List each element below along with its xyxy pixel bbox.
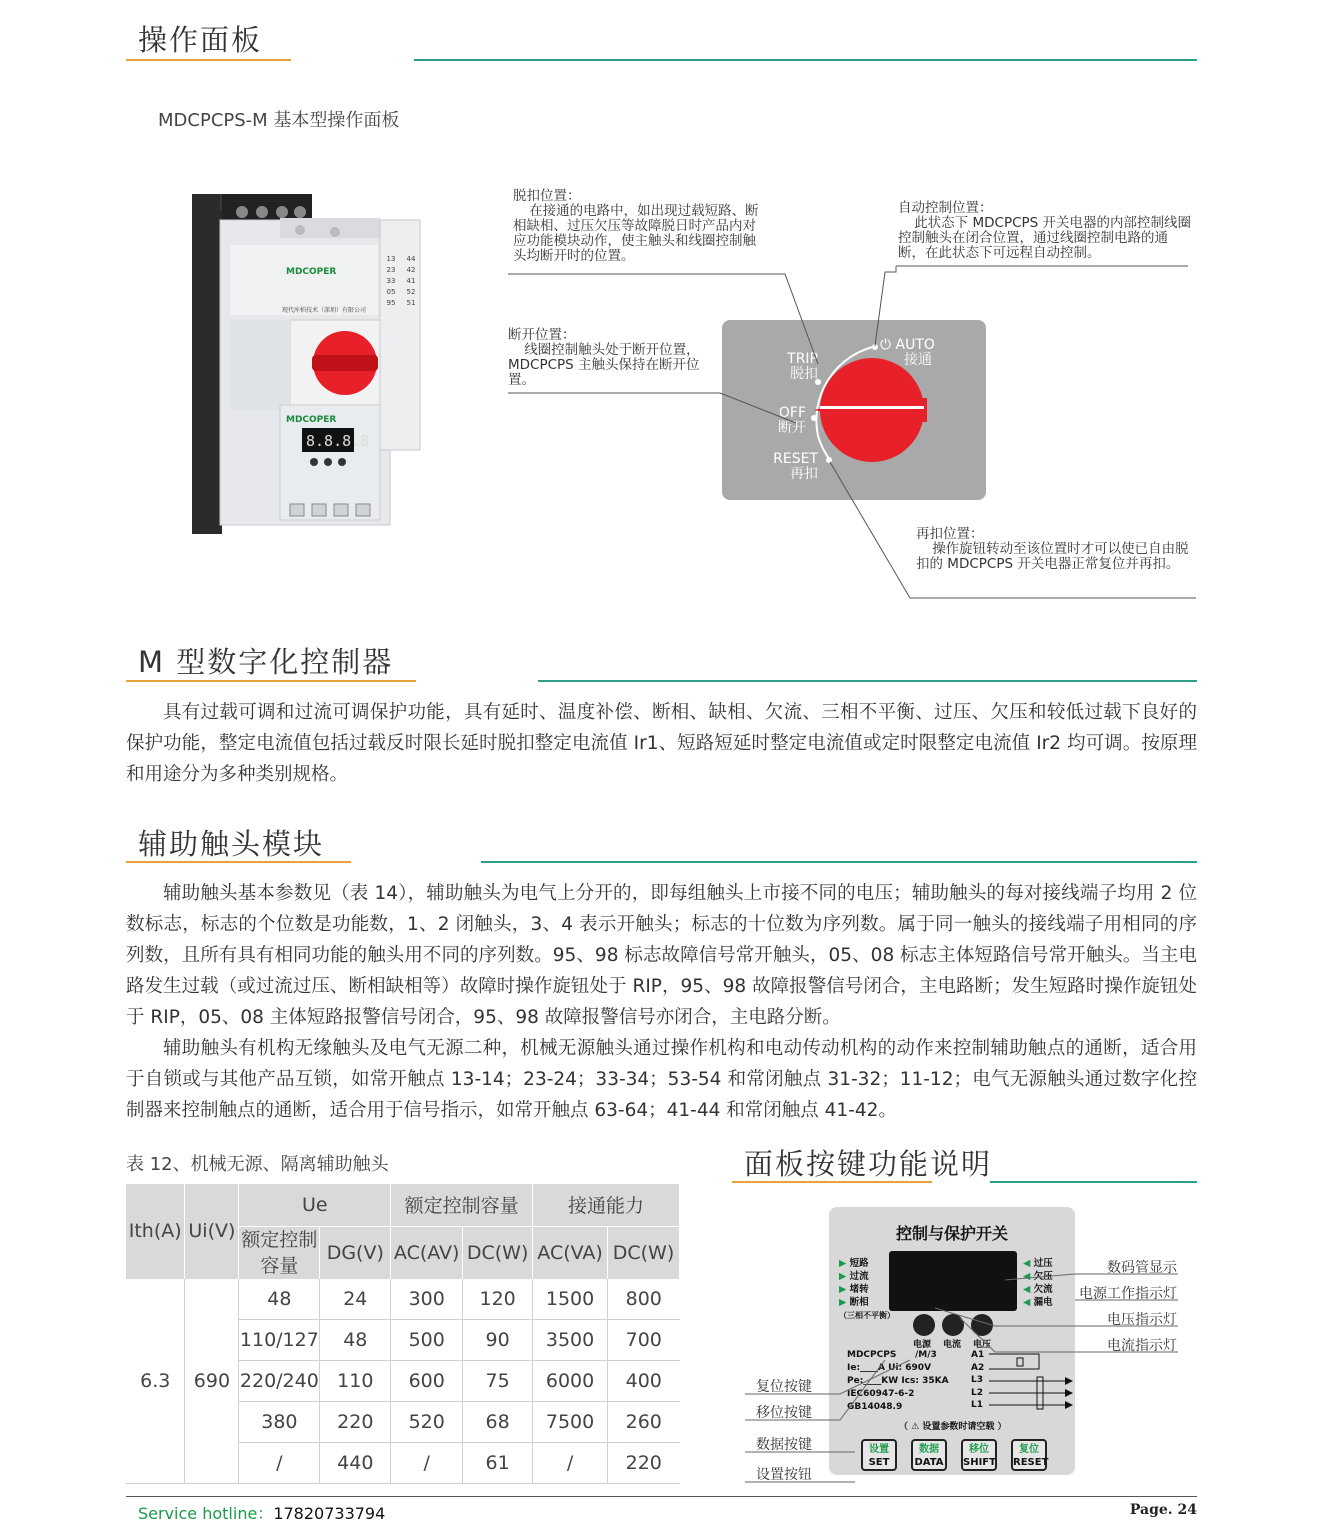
pe-label: Pe:____KW Ics: 35KA (847, 1376, 949, 1386)
section-rule (126, 680, 1197, 682)
device-terminals: 13 23 33 05 95 (386, 255, 396, 307)
model-label: MDCPCPS (847, 1350, 897, 1360)
current-indicator-label: 电流 (943, 1340, 962, 1350)
section-rule (126, 861, 1197, 863)
panel-subtitle: MDCPCPS-M 基本型操作面板 (158, 110, 400, 131)
callout-set-key: 设置按钮 (756, 1467, 812, 1483)
power-indicator-label: 电源 (913, 1340, 932, 1350)
dial-trip: TRIP 脱扣 (787, 351, 818, 382)
callout-data-key: 数据按键 (756, 1437, 812, 1453)
terminal-labels: A1 A2 L3 L2 L1 (971, 1350, 985, 1410)
voltage-indicator-label: 电压 (973, 1340, 992, 1350)
set-button[interactable]: 设置 SET (861, 1439, 897, 1471)
callout-display: 数码管显示 (1107, 1260, 1177, 1276)
th-dc: DC(W) (463, 1226, 533, 1279)
power-icon: ⏻ (880, 337, 892, 353)
device-brand-bottom: MDCOPER (286, 415, 337, 425)
data-button[interactable]: 数据 DATA (911, 1439, 947, 1471)
note-auto: 自动控制位置： 此状态下 MDCPCPS 开关电器的内部控制线圈控制触头在闭合位置，通过线圈控制电路的通断，在此状态下可远程自动控制。 (898, 200, 1192, 261)
note-off: 断开位置： 线圈控制触头处于断开位置，MDCPCPS 主触头保持在断开位置。 (508, 327, 700, 388)
callout-power-led: 电源工作指示灯 (1079, 1286, 1177, 1302)
th-ac: AC(AV) (391, 1226, 463, 1279)
shift-button[interactable]: 移位 SHIFT (961, 1439, 997, 1471)
footer-rule (126, 1496, 1197, 1497)
device-brand-top: MDCOPER (286, 267, 337, 277)
keys-panel-title: 控制与保护开关 (895, 1224, 1008, 1243)
th-ui: Ui(V) (185, 1184, 239, 1279)
section-title-keys: 面板按键功能说明 (744, 1147, 993, 1181)
ie-label: Ie:____A Ui: 690V (847, 1363, 932, 1373)
standard-1: IEC60947-6-2 (847, 1389, 915, 1399)
note-reset: 再扣位置： 操作旋钮转动至该位置时才可以使已自由脱扣的 MDCPCPS 开关电器正常复位并再扣。 (916, 526, 1189, 572)
standard-2: GB14048.9 (847, 1402, 903, 1412)
note-trip: 脱扣位置： 在接通的电路中，如出现过载短路、断相缺相、过压欠压等故障脱日时产品内对应功能模块动作，使主触头和线圈控制触头均断开时的位置。 (513, 188, 759, 264)
section-rule (126, 59, 1197, 61)
callout-voltage-led: 电压指示灯 (1107, 1312, 1177, 1328)
dial-off: OFF 断开 (778, 405, 806, 436)
callout-shift-key: 移位按键 (756, 1405, 812, 1421)
section-rule (732, 1181, 1197, 1183)
reset-button[interactable]: 复位 RESET (1011, 1439, 1047, 1471)
device-company: 现代库柏技术（深圳）有限公司 (282, 307, 367, 314)
th-dc2: DC(W) (608, 1226, 680, 1279)
dial-reset: RESET 再扣 (773, 451, 818, 482)
th-rated: 额定控制容量 (391, 1184, 533, 1226)
callout-reset-key: 复位按键 (756, 1379, 812, 1395)
th-ith: Ith(A) (126, 1184, 185, 1279)
th-rated-sub: 额定控制容量 (239, 1226, 320, 1279)
cell-ui: 690 (185, 1279, 239, 1484)
th-dg: DG(V) (320, 1226, 391, 1279)
callout-current-led: 电流指示灯 (1107, 1338, 1177, 1354)
table-row: / 440 / 61 / 220 (126, 1443, 680, 1484)
device-image (190, 190, 430, 540)
controller-description: 具有过载可调和过流可调保护功能，具有延时、温度补偿、断相、缺相、欠流、三相不平衡、过压、欠压和较低过载下良好的保护功能，整定电流值包括过载反时限长延时脱扣整定电流值 Ir1、短路短延时整定电流值或定时限整定电流值 Ir2 均可调。按原理和用途分为多种类别规格。 (126, 702, 1197, 785)
section-title-controller: M 型数字化控制器 (138, 645, 394, 679)
th-acva: AC(VA) (533, 1226, 608, 1279)
aux-description: 辅助触头基本参数见（表 14），辅助触头为电气上分开的，即每组触头上市接不同的电压；辅助触头的每对接线端子均用 2 位数标志，标志的个位数是功能数，1、2 闭触头，3、4 表示开触头；标志的十位数为序列数。属于同一触头的接线端子用相同的序列数，且所有具有相同功能的触头用不同的序列数。95、98 标志故障信号常开触头，05、08 标志主体短路信号常开触头。当主电路发生过载（或过流过压、断相缺相等）故障时操作旋钮处于 RIP，95、98 故障报警信号闭合，主电路断；发生短路时操作旋钮处于 RIP，05、08 主体短路报警信号闭合，95、98 故障报警信号亦闭合，主电路分断。 辅助触头有机构无缘触头及电气无源二种，机械无源触头通过操作机构和电动传动机构的动作来控制辅助触点的通断，适合用于自锁或与其他产品互锁，如常开触点 13-14；23-24；33-34；53-54 和常闭触点 31-32；11-12；电气无源触头通过数字化控制器来控制触点的通断，适合用于信号指示，如常开触点 63-64；41-44 和常闭触点 41-42。 (126, 883, 1197, 1121)
th-ue: Ue (239, 1184, 391, 1226)
section-title-panel: 操作面板 (138, 23, 263, 57)
cell-ith: 6.3 (126, 1279, 185, 1484)
table-row: 380 220 520 68 7500 260 (126, 1402, 680, 1443)
page-number: Page. 24 (1129, 1502, 1197, 1518)
model-suffix: /M/3 (915, 1350, 937, 1360)
device-terminals-2: 44 42 41 52 51 (406, 255, 416, 307)
aux-contact-table (126, 1184, 680, 1484)
device-display: 8.8.8.8 (306, 432, 370, 450)
left-led-group: ▶ 短路 ▶ 过流 ▶ 堵转 ▶ 断相 （三相不平衡） (839, 1258, 895, 1320)
right-led-group: ◀ 过压 ◀ 欠压 ◀ 欠流 ◀ 漏电 (1023, 1258, 1053, 1308)
table-row: 110/127 48 500 90 3500 700 (126, 1320, 680, 1361)
footer-hotline: Service hotline：17820733794 (138, 1504, 386, 1523)
warning-text: （ ⚠ 设置参数时请空载 ） (899, 1422, 1007, 1432)
table-row: 220/240 110 600 75 6000 400 (126, 1361, 680, 1402)
section-title-aux: 辅助触头模块 (138, 827, 325, 861)
dial-auto: ⏻ AUTO 接通 (880, 337, 935, 368)
th-make: 接通能力 (533, 1184, 680, 1226)
table-row: 6.3 690 48 24 300 120 1500 800 (126, 1279, 680, 1320)
table-caption: 表 12、机械无源、隔离辅助触头 (126, 1154, 389, 1175)
